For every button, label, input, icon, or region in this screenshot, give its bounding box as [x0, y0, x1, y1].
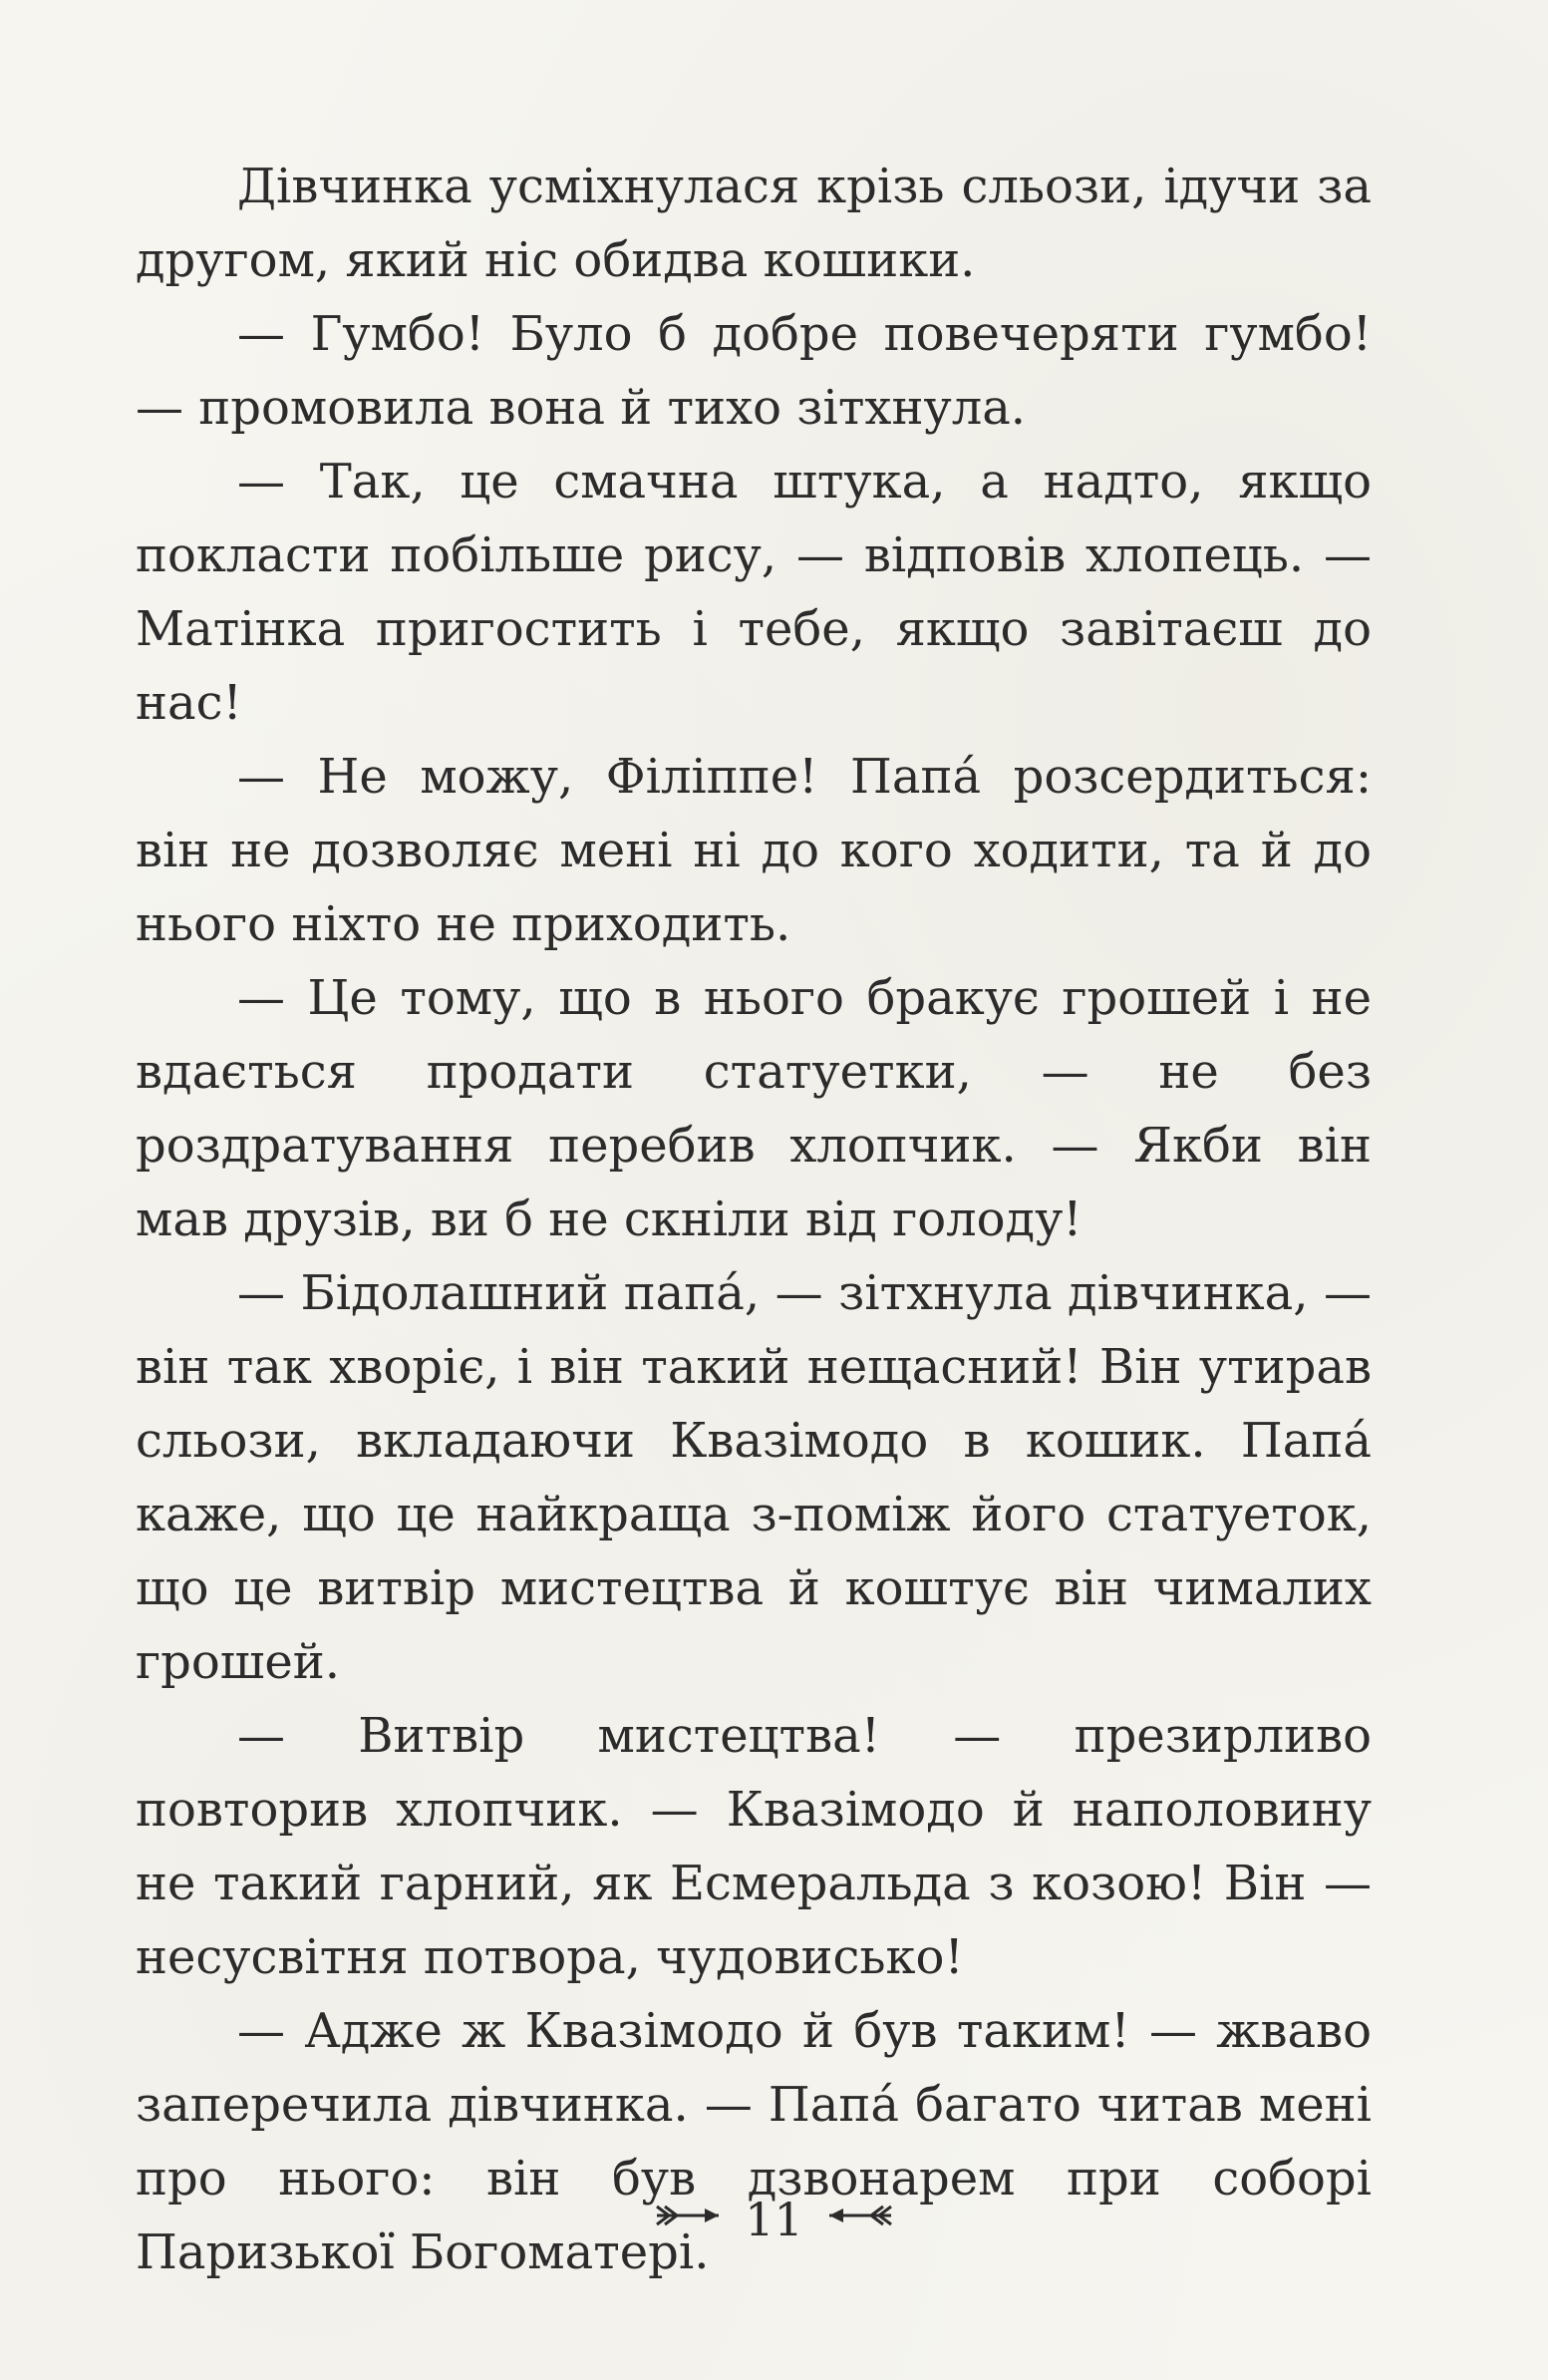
arrow-ornament-right-icon	[825, 2201, 895, 2230]
paragraph-7: — Витвір мистецтва! — презирливо повторив хлопчик. — Квазімодо й наполовину не такий гарний, як Есмеральда з козою! Він — несусвітня потвора, чудовисько!	[136, 1708, 1372, 1985]
paragraph-4: — Не можу, Філіппе! Папа́ розсердиться: він не дозволяє мені ні до кого ходити, та й до нього ніхто не приходить.	[136, 749, 1372, 952]
paragraph-5: — Це тому, що в нього бракує грошей і не вдається продати статуетки, — не без роздратування перебив хлопчик. — Якби він мав друзів, ви б не скніли від голоду!	[136, 970, 1372, 1247]
page-body-text	[136, 150, 1372, 2289]
page-number-footer	[0, 2186, 1548, 2249]
paragraph-3: — Так, це смачна штука, а надто, якщо покласти побільше рису, — відповів хлопець. — Матінка пригостить і тебе, якщо завітаєш до нас!	[136, 454, 1372, 731]
paragraph-2: — Гумбо! Було б добре повечеряти гумбо! — промовила вона й тихо зітхнула.	[136, 306, 1372, 436]
paragraph-6: — Бідолашний папа́, — зітхнула дівчинка, — він так хворіє, і він такий нещасний! Він утирав сльози, вкладаючи Квазімодо в кошик. Папа́ каже, що це найкраща з-поміж його статуеток, що це витвір мистецтва й коштує він чималих грошей.	[136, 1265, 1372, 1690]
paragraph-8: — Адже ж Квазімодо й був таким! — жваво заперечила дівчинка. — Папа́ багато читав мені про нього: він був дзвонарем при соборі Паризької Богоматері.	[136, 2003, 1372, 2280]
page-number: 11	[745, 2193, 803, 2246]
paragraph-1: Дівчинка усміхнулася крізь сльози, ідучи за другом, який ніс обидва кошики.	[136, 159, 1372, 288]
arrow-ornament-left-icon	[653, 2201, 723, 2230]
